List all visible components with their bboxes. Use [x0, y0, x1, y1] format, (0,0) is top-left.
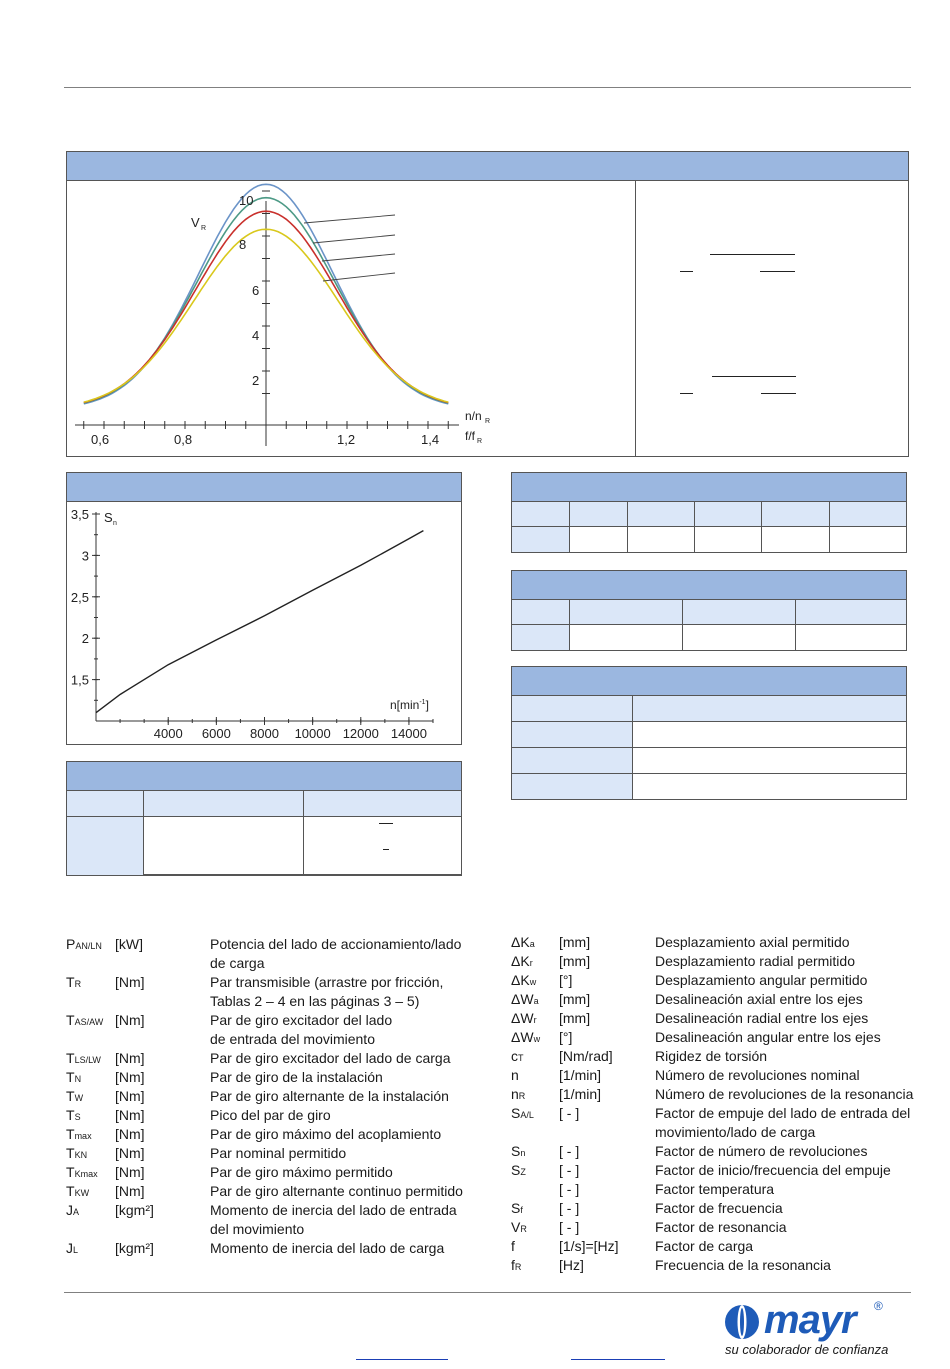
legend-description: Potencia del lado de accionamiento/lado [210, 936, 462, 952]
legend-symbol: TN [66, 1069, 82, 1085]
legend-row [511, 1218, 921, 1237]
legend-unit: [ - ] [559, 1162, 580, 1178]
left-table-header [67, 762, 461, 791]
rt1-cell [570, 527, 628, 553]
legend-description: Par de giro alternante de la instalación [210, 1088, 449, 1104]
resonance-y-tick-label: 10 [239, 193, 254, 208]
rt2-head-cell [796, 600, 907, 625]
legend-row [511, 1199, 921, 1218]
legend-row [66, 1106, 486, 1125]
legend-unit: [Nm] [115, 1107, 145, 1123]
legend-unit: [mm] [559, 1010, 591, 1026]
legend-symbol: JA [66, 1202, 80, 1218]
resonance-x-label-freq: f/f [465, 429, 476, 443]
legend-symbol: Tmax [66, 1126, 92, 1142]
rt1-head-cell [512, 502, 570, 527]
legend-unit: [mm] [559, 991, 591, 1007]
rt1-cell [762, 527, 830, 553]
legend-row [511, 990, 921, 1009]
legend-description: Par de giro de la instalación [210, 1069, 383, 1085]
legend-unit: [ - ] [559, 1105, 580, 1121]
legend-row [66, 1049, 486, 1068]
legend-row [66, 1011, 486, 1049]
right-table-1-header [512, 473, 906, 502]
rt1-head-cell [570, 502, 628, 527]
formula-line [761, 393, 796, 394]
legend-unit: [Nm] [115, 974, 145, 990]
legend-symbol: Sn [511, 1143, 526, 1159]
sn-y-label: S [104, 510, 113, 525]
legend-unit: [Nm] [115, 1050, 145, 1066]
legend-description: Par de giro excitador del lado de carga [210, 1050, 451, 1066]
legend-description: de carga [210, 955, 265, 971]
legend-description: Desalineación axial entre los ejes [655, 991, 863, 1007]
resonance-y-label: V [191, 215, 200, 230]
leader-line-2 [313, 235, 395, 243]
legend-description: de entrada del movimiento [210, 1031, 375, 1047]
rt3-head-cell [633, 696, 907, 722]
rt2-row-label [512, 625, 570, 651]
right-table-3-header [512, 667, 906, 696]
rt3-row-label [512, 774, 633, 800]
mayr-logo[interactable] [724, 1300, 914, 1362]
legend-description: Par transmisible (arrastre por fricción, [210, 974, 444, 990]
mayr-logo-wordmark: mayr [764, 1298, 856, 1342]
mayr-tagline: su colaborador de confianza [725, 1342, 889, 1357]
legend-symbol: TR [66, 974, 82, 990]
legend-symbol: ΔWw [511, 1029, 541, 1045]
rt1-head-cell [830, 502, 907, 527]
rt1-cell [830, 527, 907, 553]
legend-symbol: JL [66, 1240, 79, 1256]
legend-row [511, 933, 921, 952]
right-table-2-panel [511, 570, 907, 651]
legend-description: Momento de inercia del lado de entrada [210, 1202, 457, 1218]
resonance-panel [66, 151, 909, 457]
legend-symbol: TW [66, 1088, 84, 1104]
legend-row [66, 1068, 486, 1087]
legend-row [66, 935, 486, 973]
header-rule [64, 87, 911, 88]
legend-row [511, 1161, 921, 1180]
legend-description: Factor de empuje del lado de entrada del [655, 1105, 911, 1121]
legend-unit: [ - ] [559, 1200, 580, 1216]
rt3-cell [633, 748, 907, 774]
legend-description: Rigidez de torsión [655, 1048, 768, 1064]
legend-unit: [ - ] [559, 1181, 580, 1197]
sn-y-tick-label: 1,5 [70, 672, 89, 688]
legend-symbol: ΔWa [511, 991, 539, 1007]
legend-description: Desplazamiento radial permitido [655, 953, 855, 969]
right-table-2-header [512, 571, 906, 600]
legend-description: Factor de resonancia [655, 1219, 787, 1235]
legend-description: Frecuencia de la resonancia [655, 1257, 831, 1273]
fraction-line [379, 823, 393, 824]
rt2-cell [683, 625, 796, 651]
legend-symbol: TKW [66, 1183, 90, 1199]
resonance-x-label-freq-sub: R [477, 438, 483, 445]
legend-description: Factor de frecuencia [655, 1200, 783, 1216]
sn-x-tick-label: 12000 [342, 726, 379, 741]
speed-factor-panel-header [67, 473, 461, 502]
legend-description: Número de revoluciones nominal [655, 1067, 860, 1083]
legend-symbol: TLS/LW [66, 1050, 101, 1066]
symbol-legend-left [66, 935, 486, 1258]
footer-rule [64, 1292, 911, 1293]
right-table-1-panel [511, 472, 907, 553]
left-table-head-cell [304, 791, 462, 817]
resonance-x-label-speed: n/n [465, 409, 482, 423]
legend-unit: [1/min] [559, 1086, 602, 1102]
sn-y-tick-label: 2 [81, 631, 89, 647]
legend-description: Factor de inicio/frecuencia del empuje [655, 1162, 891, 1178]
rt1-head-cell [695, 502, 762, 527]
legend-symbol: SZ [511, 1162, 526, 1178]
legend-unit: [kW] [115, 936, 143, 952]
legend-row [511, 1028, 921, 1047]
resonance-y-tick-label: 8 [239, 237, 247, 252]
rt2-cell [796, 625, 907, 651]
legend-symbol: Sf [511, 1200, 523, 1216]
resonance-y-tick-label: 2 [252, 373, 260, 388]
sn-series-line [96, 531, 423, 713]
sn-y-tick-label: 2,5 [70, 589, 89, 605]
leader-line-1 [304, 215, 395, 223]
resonance-x-tick-label: 1,2 [337, 432, 356, 447]
legend-description: Factor de carga [655, 1238, 754, 1254]
legend-unit: [Nm] [115, 1164, 145, 1180]
sn-x-tick-label: 14000 [390, 726, 428, 741]
right-table-1 [511, 501, 907, 553]
rt3-head-cell [512, 696, 633, 722]
legend-row [511, 1142, 921, 1161]
resonance-x-tick-label: 0,8 [174, 432, 193, 447]
fraction-line [383, 849, 389, 850]
right-table-3 [511, 695, 907, 800]
legend-row [66, 1201, 486, 1239]
legend-description: Factor de número de revoluciones [655, 1143, 868, 1159]
legend-unit: [kgm²] [115, 1240, 154, 1256]
legend-row [511, 1047, 921, 1066]
legend-symbol: ΔWr [511, 1010, 537, 1026]
legend-description: Desplazamiento axial permitido [655, 934, 850, 950]
legend-symbol: TAS/AW [66, 1012, 104, 1028]
legend-row [66, 1125, 486, 1144]
legend-unit: [ - ] [559, 1143, 580, 1159]
legend-description: Par de giro alternante continuo permitido [210, 1183, 463, 1199]
legend-description: Par de giro máximo permitido [210, 1164, 393, 1180]
legend-description: movimiento/lado de carga [655, 1124, 816, 1140]
left-table-panel [66, 761, 462, 875]
left-table-head-cell [144, 791, 304, 817]
legend-description: Número de revoluciones de la resonancia [655, 1086, 914, 1102]
formula-line [760, 271, 795, 272]
legend-row [511, 1237, 921, 1256]
rt1-head-cell [762, 502, 830, 527]
leader-line-3 [322, 254, 395, 261]
legend-description: Par de giro excitador del lado [210, 1012, 393, 1028]
resonance-divider [635, 180, 636, 456]
legend-symbol: cT [511, 1048, 524, 1064]
legend-unit: [mm] [559, 934, 591, 950]
legend-unit: [°] [559, 1029, 573, 1045]
sn-y-label-sub: n [113, 520, 117, 527]
rt1-row-label [512, 527, 570, 553]
resonance-panel-header [67, 152, 908, 181]
legend-description: Desalineación angular entre los ejes [655, 1029, 881, 1045]
resonance-y-label-sub: R [201, 225, 207, 232]
resonance-chart [67, 181, 635, 457]
legend-description: Pico del par de giro [210, 1107, 331, 1123]
legend-symbol: TKmax [66, 1164, 98, 1180]
footer-link-2[interactable] [571, 1359, 665, 1360]
legend-symbol: TKN [66, 1145, 88, 1161]
right-table-3-panel [511, 666, 907, 800]
rt2-head-cell [512, 600, 570, 625]
footer-link-1[interactable] [356, 1359, 448, 1360]
legend-description: Par nominal permitido [210, 1145, 347, 1161]
sn-y-tick-label: 3,5 [70, 507, 89, 522]
legend-row [66, 1144, 486, 1163]
legend-unit: [Nm/rad] [559, 1048, 613, 1064]
legend-symbol: VR [511, 1219, 527, 1235]
legend-unit: [Nm] [115, 1183, 145, 1199]
left-table-row-label [67, 817, 144, 876]
symbol-legend-right [511, 933, 921, 1275]
sn-x-tick-label: 10000 [294, 726, 331, 741]
legend-description: Momento de inercia del lado de carga [210, 1240, 445, 1256]
legend-row [66, 1239, 486, 1258]
legend-row [511, 971, 921, 990]
resonance-x-tick-label: 0,6 [91, 432, 110, 447]
resonance-x-label-speed-sub: R [485, 418, 491, 425]
rt3-row-label [512, 722, 633, 748]
legend-symbol: ΔKr [511, 953, 533, 969]
resonance-y-tick-label: 6 [252, 283, 260, 298]
legend-unit: [Nm] [115, 1012, 145, 1028]
legend-row [66, 1087, 486, 1106]
legend-row [66, 1182, 486, 1201]
mayr-logo-mark-icon [724, 1302, 760, 1342]
legend-unit: [Nm] [115, 1088, 145, 1104]
legend-unit: [Hz] [559, 1257, 584, 1273]
legend-symbol: ΔKw [511, 972, 537, 988]
sn-y-tick-label: 3 [81, 548, 89, 564]
sn-x-label: $n[\min^{-1}]$ [390, 698, 429, 712]
sn-x-tick-label: 6000 [201, 726, 231, 741]
legend-unit: [kgm²] [115, 1202, 154, 1218]
legend-description: Desplazamiento angular permitido [655, 972, 868, 988]
rt2-head-cell [683, 600, 796, 625]
legend-unit: [ - ] [559, 1219, 580, 1235]
speed-factor-chart [67, 502, 461, 744]
legend-symbol: n [511, 1067, 519, 1083]
legend-symbol: TS [66, 1107, 81, 1123]
legend-description: Desalineación radial entre los ejes [655, 1010, 869, 1026]
legend-description: Tablas 2 – 4 en las páginas 3 – 5) [210, 993, 420, 1009]
left-table-head-cell [67, 791, 144, 817]
legend-unit: [Nm] [115, 1145, 145, 1161]
legend-symbol: nR [511, 1086, 526, 1102]
rt1-cell [695, 527, 762, 553]
legend-symbol: f [511, 1238, 515, 1254]
formula-line [680, 271, 693, 272]
left-table-cell [144, 817, 304, 876]
sn-x-tick-label: 8000 [250, 726, 279, 741]
rt2-head-cell [570, 600, 683, 625]
formula-line [710, 254, 795, 255]
legend-row [511, 1256, 921, 1275]
legend-unit: [1/s]=[Hz] [559, 1238, 619, 1254]
resonance-x-tick-label: 1,4 [421, 432, 440, 447]
left-table-cell [304, 817, 462, 876]
legend-description: del movimiento [210, 1221, 305, 1237]
resonance-y-tick-label: 4 [252, 328, 260, 343]
rt3-cell [633, 722, 907, 748]
registered-mark: ® [874, 1299, 883, 1313]
rt3-cell [633, 774, 907, 800]
legend-row [511, 952, 921, 971]
legend-row [511, 1066, 921, 1085]
legend-unit: [Nm] [115, 1069, 145, 1085]
speed-factor-panel [66, 472, 462, 745]
legend-symbol: ΔKa [511, 934, 535, 950]
legend-row [511, 1085, 921, 1104]
sn-x-tick-label: 4000 [153, 726, 183, 741]
rt1-head-cell [628, 502, 695, 527]
legend-unit: [°] [559, 972, 573, 988]
left-table [66, 790, 462, 876]
legend-symbol: fR [511, 1257, 522, 1273]
right-table-2 [511, 599, 907, 651]
legend-unit: [1/min] [559, 1067, 602, 1083]
formula-line [712, 376, 796, 377]
legend-symbol: SA/L [511, 1105, 534, 1121]
rt1-cell [628, 527, 695, 553]
legend-row [511, 1180, 921, 1199]
legend-symbol: PAN/LN [66, 936, 102, 952]
rt3-row-label [512, 748, 633, 774]
rt2-cell [570, 625, 683, 651]
legend-row [511, 1009, 921, 1028]
formula-line [680, 393, 693, 394]
legend-description: Factor temperatura [655, 1181, 775, 1197]
legend-row [66, 973, 486, 1011]
legend-row [66, 1163, 486, 1182]
legend-row [511, 1104, 921, 1142]
legend-unit: [Nm] [115, 1126, 145, 1142]
legend-unit: [mm] [559, 953, 591, 969]
legend-description: Par de giro máximo del acoplamiento [210, 1126, 442, 1142]
